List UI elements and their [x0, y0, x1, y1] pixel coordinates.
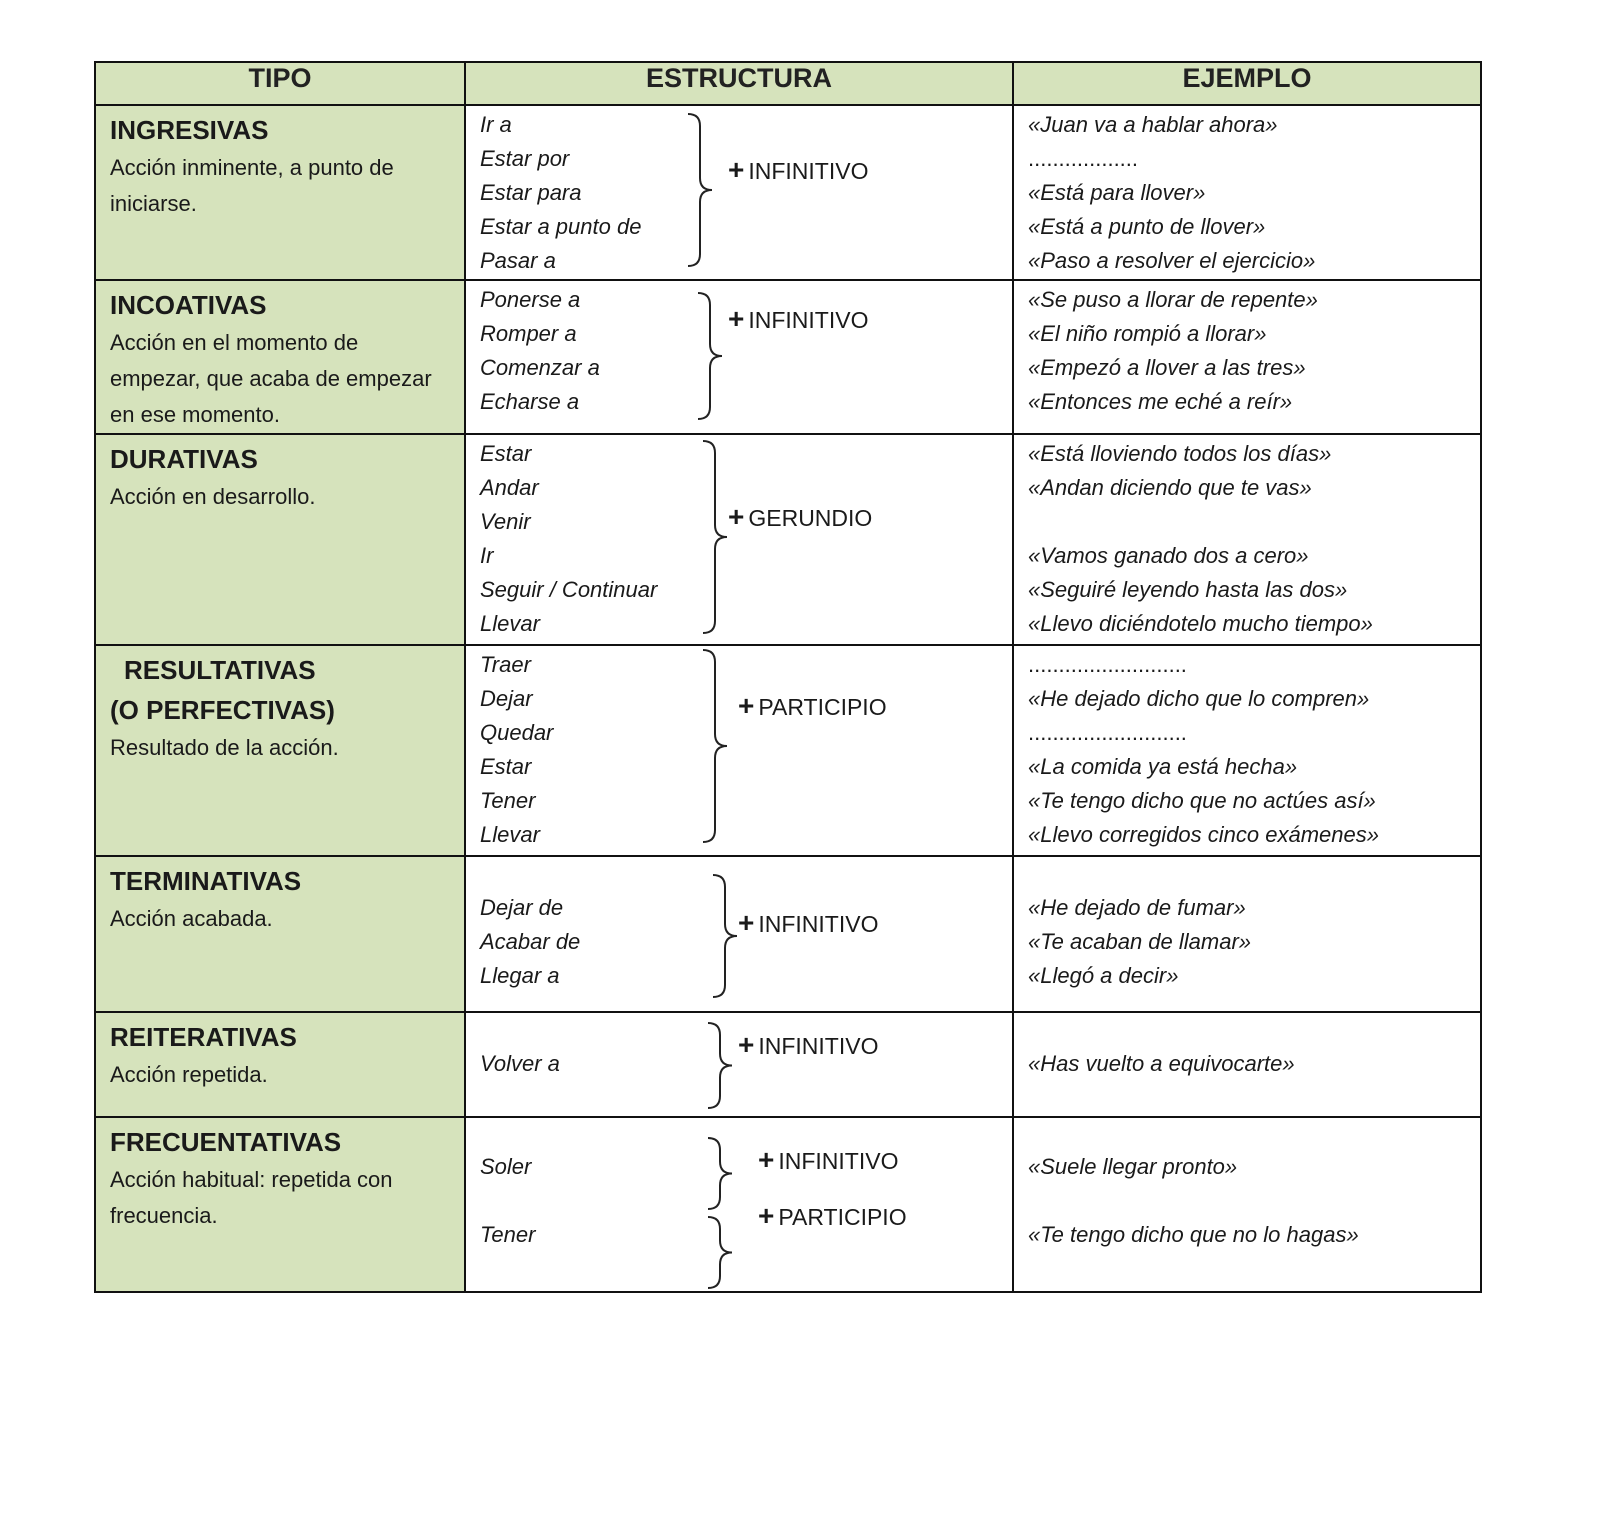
- cell-estructura: [465, 1012, 1013, 1117]
- verb-item: Romper a: [480, 321, 577, 346]
- verb-item: Llevar: [480, 611, 540, 636]
- complement-label: [758, 1144, 898, 1176]
- example-item: «Está para llover»: [1028, 180, 1206, 205]
- complement-text: INFINITIVO: [778, 1148, 899, 1174]
- verb-item: Echarse a: [480, 389, 580, 414]
- example-item: «Andan diciendo que te vas»: [1028, 475, 1312, 500]
- complement-text: INFINITIVO: [758, 1033, 879, 1059]
- example-item: «He dejado de fumar»: [1028, 895, 1246, 920]
- verb-item: Estar a punto de: [480, 214, 642, 239]
- complement-text: GERUNDIO: [748, 505, 873, 531]
- header-tipo: TIPO: [95, 62, 465, 105]
- table-row: [95, 280, 1481, 434]
- complement-label: [738, 690, 887, 722]
- example-item: «Te acaban de llamar»: [1028, 929, 1252, 954]
- verb-item: Estar para: [480, 180, 582, 205]
- example-item: ..........................: [1028, 720, 1187, 745]
- verb-item: Estar por: [480, 146, 570, 171]
- example-item: «Te tengo dicho que no lo hagas»: [1028, 1222, 1359, 1247]
- example-item: «Juan va a hablar ahora»: [1028, 112, 1278, 137]
- example-list: [1028, 108, 1315, 278]
- example-list: [1028, 648, 1379, 852]
- tipo-description: Acción en el momento de empezar, que acaba de empezar en ese momento.: [110, 330, 432, 427]
- verb-list: [480, 648, 553, 852]
- verb-item: Traer: [480, 652, 531, 677]
- complement-label: [728, 154, 868, 186]
- plus-icon: +: [738, 690, 755, 721]
- verb-list: [480, 891, 580, 993]
- cell-ejemplo: [1013, 856, 1481, 1012]
- verb-list: [480, 1150, 535, 1286]
- example-item: «Llevo corregidos cinco exámenes»: [1028, 822, 1379, 847]
- cell-ejemplo: [1013, 645, 1481, 856]
- cell-estructura: [465, 105, 1013, 280]
- complement-text: PARTICIPIO: [778, 1204, 907, 1230]
- example-item: ..........................: [1028, 652, 1187, 677]
- verb-item: Soler: [480, 1154, 532, 1179]
- verb-item: Volver a: [480, 1051, 560, 1076]
- verb-item: Venir: [480, 509, 531, 534]
- example-list: [1028, 1150, 1359, 1286]
- verb-item: Tener: [480, 1222, 536, 1247]
- brace-icon: [706, 1013, 736, 1118]
- cell-ejemplo: [1013, 1012, 1481, 1117]
- complement-text: INFINITIVO: [748, 307, 869, 333]
- table-row: [95, 856, 1481, 1012]
- cell-tipo: [95, 1117, 465, 1292]
- verb-item: Estar: [480, 441, 532, 466]
- tipo-name: REITERATIVAS: [110, 1022, 297, 1052]
- tipo-name: FRECUENTATIVAS: [110, 1127, 342, 1157]
- complement-label: [728, 501, 872, 533]
- verb-item: Llevar: [480, 822, 540, 847]
- table-row: [95, 105, 1481, 280]
- example-item: «Vamos ganado dos a cero»: [1028, 543, 1309, 568]
- example-item: ..................: [1028, 146, 1139, 171]
- tipo-name: TERMINATIVAS: [110, 866, 302, 896]
- example-list: [1028, 891, 1251, 993]
- cell-estructura: [465, 1117, 1013, 1292]
- tipo-description: Acción habitual: repetida con frecuencia.: [110, 1167, 393, 1228]
- table-row: [95, 1117, 1481, 1292]
- cell-ejemplo: [1013, 280, 1481, 434]
- cell-tipo: [95, 434, 465, 645]
- brace-icon: [701, 435, 731, 646]
- example-item: «Llegó a decir»: [1028, 963, 1179, 988]
- cell-estructura: [465, 280, 1013, 434]
- brace-icon: [711, 857, 741, 1013]
- verb-item: Comenzar a: [480, 355, 600, 380]
- tipo-description: Acción repetida.: [110, 1062, 268, 1087]
- example-item: «Empezó a llover a las tres»: [1028, 355, 1306, 380]
- plus-icon: +: [738, 1029, 755, 1060]
- header-row: [95, 62, 1481, 105]
- complement-text: PARTICIPIO: [758, 694, 887, 720]
- tipo-name: RESULTATIVAS: [124, 655, 316, 685]
- example-list: [1028, 437, 1373, 641]
- header-estructura: ESTRUCTURA: [465, 62, 1013, 105]
- example-item: «La comida ya está hecha»: [1028, 754, 1298, 779]
- verb-item: Ir a: [480, 112, 512, 137]
- example-item: «Se puso a llorar de repente»: [1028, 287, 1318, 312]
- example-item: «Está lloviendo todos los días»: [1028, 441, 1332, 466]
- tipo-name: INGRESIVAS: [110, 115, 269, 145]
- cell-tipo: [95, 645, 465, 856]
- header-ejemplo: EJEMPLO: [1013, 62, 1481, 105]
- verb-item: Andar: [480, 475, 539, 500]
- complement-label: [738, 907, 878, 939]
- verb-list: [480, 108, 641, 278]
- verb-item: Tener: [480, 788, 536, 813]
- tipo-name: (O PERFECTIVAS): [110, 695, 335, 725]
- verb-item: Quedar: [480, 720, 554, 745]
- verb-list: [480, 437, 657, 641]
- complement-text: INFINITIVO: [758, 911, 879, 937]
- brace-icon: [701, 646, 731, 857]
- plus-icon: +: [728, 303, 745, 334]
- table-row: [95, 1012, 1481, 1117]
- perifrasis-table: [94, 61, 1482, 1293]
- brace-icon: [696, 281, 726, 429]
- tipo-description: Acción acabada.: [110, 906, 273, 931]
- tipo-description: Acción inminente, a punto de iniciarse.: [110, 155, 394, 216]
- complement-label: [728, 303, 868, 335]
- example-list: [1028, 1047, 1295, 1081]
- example-item: «Paso a resolver el ejercicio»: [1028, 248, 1316, 273]
- table-row: [95, 645, 1481, 856]
- example-item: «Suele llegar pronto»: [1028, 1154, 1238, 1179]
- example-item: [1028, 505, 1373, 539]
- complement-label: [758, 1200, 907, 1232]
- cell-estructura: [465, 434, 1013, 645]
- complement-text: INFINITIVO: [748, 158, 869, 184]
- cell-estructura: [465, 856, 1013, 1012]
- cell-tipo: [95, 280, 465, 434]
- example-item: «El niño rompió a llorar»: [1028, 321, 1267, 346]
- verb-item: Dejar: [480, 686, 533, 711]
- brace-icon: [706, 1118, 736, 1293]
- cell-tipo: [95, 105, 465, 280]
- tipo-description: Acción en desarrollo.: [110, 484, 316, 509]
- example-item: «Seguiré leyendo hasta las dos»: [1028, 577, 1348, 602]
- example-item: «Has vuelto a equivocarte»: [1028, 1051, 1295, 1076]
- example-item: «Te tengo dicho que no actúes así»: [1028, 788, 1376, 813]
- example-item: «Está a punto de llover»: [1028, 214, 1266, 239]
- tipo-description: Resultado de la acción.: [110, 735, 339, 760]
- cell-ejemplo: [1013, 434, 1481, 645]
- tipo-name: DURATIVAS: [110, 444, 258, 474]
- verb-list: [480, 283, 600, 419]
- verb-item: Ponerse a: [480, 287, 581, 312]
- cell-ejemplo: [1013, 105, 1481, 280]
- verb-item: Acabar de: [480, 929, 581, 954]
- verb-item: Pasar a: [480, 248, 556, 273]
- verb-item: Dejar de: [480, 895, 564, 920]
- example-item: «Llevo diciéndotelo mucho tiempo»: [1028, 611, 1373, 636]
- brace-icon: [686, 106, 716, 281]
- verb-item: Estar: [480, 754, 532, 779]
- verb-item: Seguir / Continuar: [480, 577, 658, 602]
- plus-icon: +: [728, 154, 745, 185]
- example-list: [1028, 283, 1318, 419]
- plus-icon: +: [728, 501, 745, 532]
- plus-icon: +: [758, 1200, 775, 1231]
- verb-item: Llegar a: [480, 963, 560, 988]
- complement-label: [738, 1029, 878, 1061]
- cell-estructura: [465, 645, 1013, 856]
- example-item: «He dejado dicho que lo compren»: [1028, 686, 1370, 711]
- tipo-name: INCOATIVAS: [110, 290, 267, 320]
- verb-list: [480, 1047, 560, 1081]
- plus-icon: +: [738, 907, 755, 938]
- plus-icon: +: [758, 1144, 775, 1175]
- cell-tipo: [95, 1012, 465, 1117]
- example-item: «Entonces me eché a reír»: [1028, 389, 1293, 414]
- table-row: [95, 434, 1481, 645]
- verb-item: Ir: [480, 543, 494, 568]
- cell-tipo: [95, 856, 465, 1012]
- cell-ejemplo: [1013, 1117, 1481, 1292]
